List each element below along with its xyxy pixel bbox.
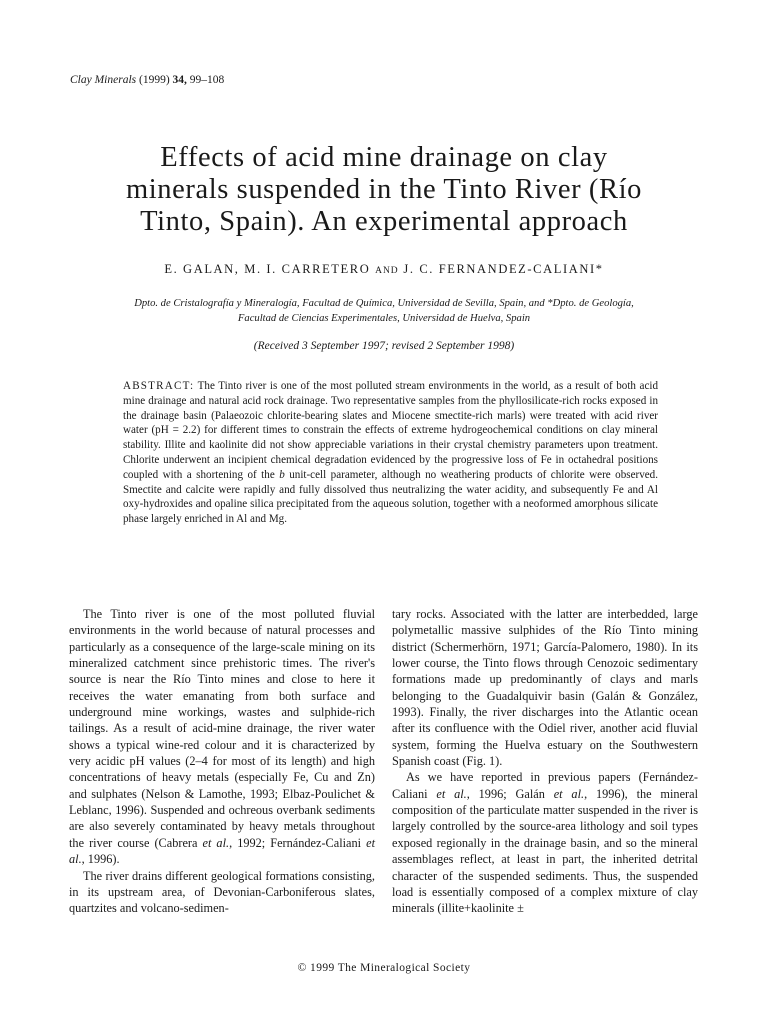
copyright-footer: © 1999 The Mineralogical Society: [297, 962, 471, 974]
journal-name: Clay Minerals: [70, 74, 137, 86]
body-column-left: [69, 606, 375, 917]
citation-etal: et al.: [553, 786, 585, 801]
journal-pages: 99–108: [189, 74, 225, 86]
citation-etal: et al.: [69, 835, 375, 867]
authors-first: E. GALAN, M. I. CARRETERO: [164, 262, 371, 276]
affiliation-line: Dpto. de Cristalografía y Mineralogía, Facultad de Química, Universidad de Sevilla, Spain, and *Dpto. de Geología,: [134, 298, 634, 309]
title-line: Effects of acid mine drainage on clay: [160, 142, 608, 173]
body-text: , 1996).: [81, 852, 120, 867]
affiliation-line: Facultad de Ciencias Experimentales, Universidad de Huelva, Spain: [237, 313, 531, 324]
abstract-text-cont: unit-cell parameter, although no weathering products of chlorite were observed. Smectite and calcite were rapidly and fully dissolved thus neutralizing the water acidity, and subsequently Fe and Al oxy-hydroxides and opaline silica precipitated from the aqueous solution, together with a neoformed amorphous silicate phase largely enriched in Al and Mg.: [123, 468, 658, 526]
body-text: , 1992; Fernández-Caliani: [229, 835, 362, 850]
journal-volume: 34,: [172, 74, 187, 86]
received-dates: [0, 340, 768, 352]
abstract-text: The Tinto river is one of the most polluted stream environments in the world, as a result of both acid mine drainage and natural acid rock drainage. Two representative samples from the phyllosilicate-rich rocks exposed in the drainage basin (Palaeozoic chlorite-bearing slates and Miocene smectite-rich marls) were treated with acid river water (pH = 2.2) for different times to constrain the effects of extreme hydrogeochemical conditions on clay mineral stability. Illite and kaolinite did not show appreciable variations in their crystal chemistry parameters upon treatment. Chlorite underwent an incipient chemical degradation evidenced by the progressive loss of Fe in octahedral positions coupled with a shortening of the: [123, 380, 658, 481]
body-column-right: [392, 606, 698, 917]
title-line: minerals suspended in the Tinto River (Río: [125, 174, 643, 205]
citation-etal: et al.: [436, 786, 467, 801]
authors-second: J. C. FERNANDEZ-CALIANI*: [403, 262, 604, 276]
body-paragraph: [69, 606, 375, 868]
body-text: , 1996; Galán: [466, 786, 545, 801]
author-list: [0, 262, 768, 277]
body-text: , 1996), the mineral composition of the particulate matter suspended in the river is largely controlled by the source-area lithology and soil types exposed regionally in the drainage basin, and so the mineral assemblages reflect, at least in part, the inherited detrital character of the suspended sediments. Thus, the suspended load is essentially composed of a complex mixture of clay minerals (illite+kaolinite ±: [392, 786, 698, 916]
citation-etal: et al.: [202, 835, 230, 850]
title-line: Tinto, Spain). An experimental approach: [140, 206, 628, 237]
article-title: [40, 142, 728, 238]
abstract: [123, 379, 658, 527]
body-text: tary rocks. Associated with the latter are interbedded, large polymetallic massive sulphides of the Río Tinto mining district (Schermerhörn, 1971; García-Palomero, 1980). In its lower course, the Tinto flows through Cenozoic sedimentary formations made up predominantly of clays and marls belonging to the Guadalquivir basin (Galán & González, 1993). Finally, the river discharges into the Atlantic ocean after its confluence with the Odiel river, another acid fluvial system, forming the Huelva estuary on the Southwestern Spanish coast (Fig. 1).: [392, 607, 698, 769]
body-paragraph: [392, 606, 698, 769]
journal-citation: [70, 74, 224, 86]
body-text: The river drains different geological formations consisting, in its upstream area, of Devonian-Carboniferous slates, quartzites and volcano-sedimen-: [69, 868, 375, 916]
affiliations: [60, 296, 708, 326]
body-text: The Tinto river is one of the most polluted fluvial environments in the world because of natural processes and particularly as a consequence of the large-scale mining on its mineralized catchment since prehistoric times. The river's source is near the Río Tinto mines and close to here it receives the water emanating from both surface and underground mine workings, wastes and sulphide-rich tailings. As a result of acid-mine drainage, the river water shows a typical wine-red colour and it is characterized by very acidic pH values (2–4 for most of its length) and high concentrations of heavy metals (especially Fe, Cu and Zn) and sulphates (Nelson & Lamothe, 1993; Elbaz-Poulichet & Leblanc, 1996). Suspended and ochreous overbank sediments are also severely contaminated by heavy metals throughout the river course (Cabrera: [69, 607, 375, 850]
journal-year: (1999): [139, 74, 170, 86]
body-text: As we have reported in previous papers (Fernández-Caliani: [392, 770, 698, 801]
received-text: (Received 3 September 1997; revised 2 September 1998): [253, 340, 515, 352]
body-paragraph: [392, 769, 698, 916]
body-paragraph: [69, 868, 375, 917]
abstract-italic: b: [279, 468, 285, 481]
abstract-label: ABSTRACT:: [123, 380, 195, 392]
authors-and: AND: [375, 266, 399, 276]
